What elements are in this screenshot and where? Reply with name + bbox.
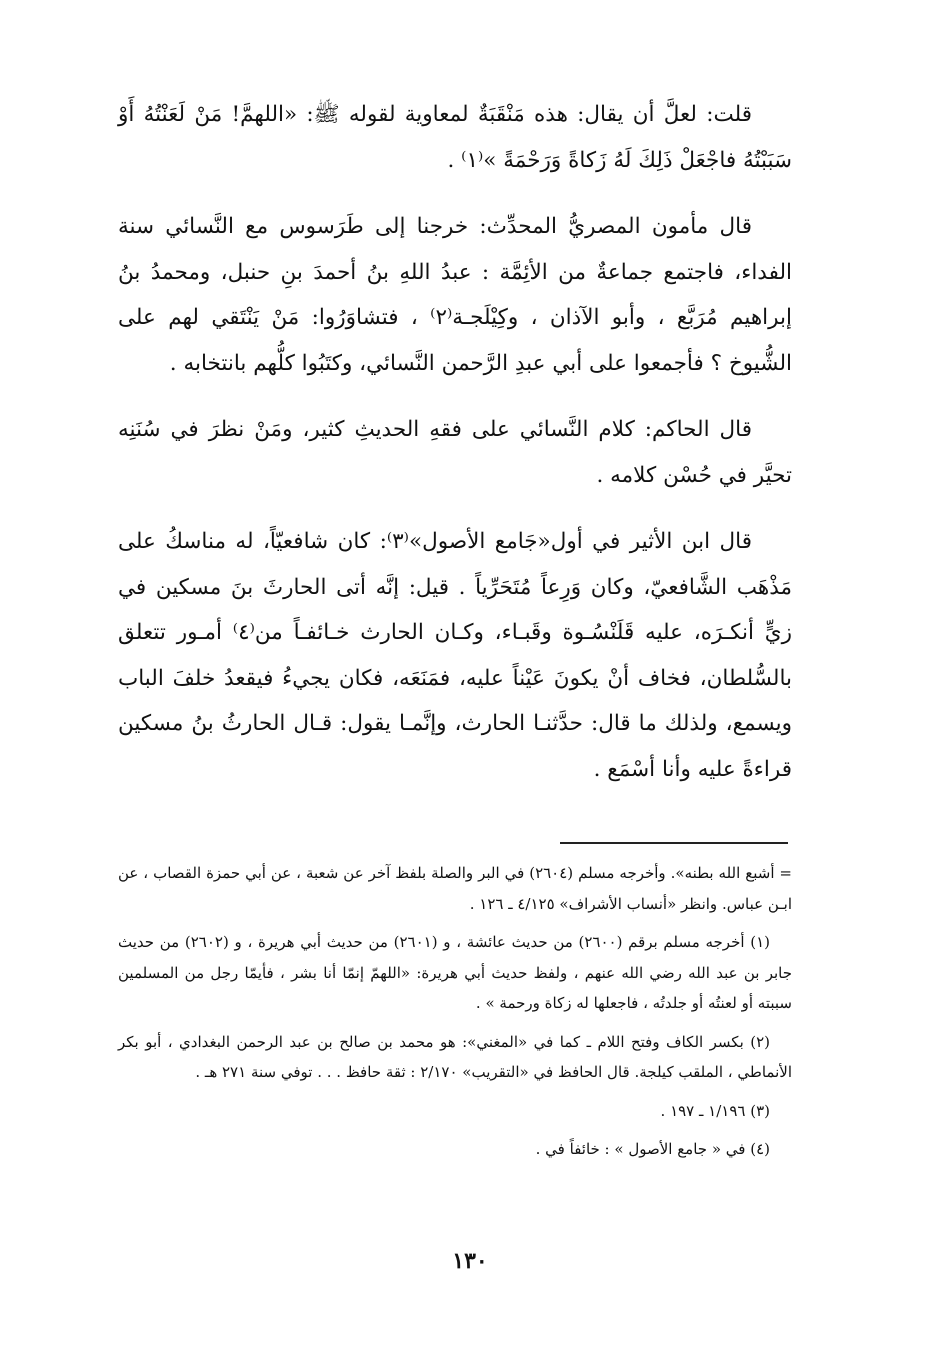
main-text-body [118, 92, 792, 792]
footnote-3: (٣) ١/١٩٦ ـ ١٩٧ . [660, 1101, 770, 1120]
paragraph-mamun: قال مأمون المصريُّ المحدِّث: خرجنا إلى طَرَسوس مع النَّسائي سنة الفداء، فاجتمع جماعةٌ من الأئِمَّة : عبدُ اللهِ بنُ أحمدَ بنِ حنبل، ومحمدُ بنُ إبراهيم مُرَبَّع ، وأبو الآذان ، وكِيْلَجـة⁽٢⁾ ، فتشاوَرُوا: مَنْ يَنْتَقي لهم على الشُّيوخ ؟ فأجمعوا على أبي عبدِ الرَّحمن النَّسائي، وكتَبُوا كلُّهم بانتخابه . [118, 214, 792, 376]
footnote-continuation: = أشبع الله بطنه». وأخرجه مسلم (٢٦٠٤) في البر والصلة بلفظ آخر عن شعبة ، عن أبي حمزة القصاب ، عن ابـن عباس. وانظر «أنساب الأشراف» ٤/١٢٥ ـ ١٢٦ . [118, 864, 792, 913]
footnote-2: (٢) بكسر الكاف وفتح اللام ـ كما في «المغني»: هو محمد بن صالح بن عبد الرحمن البغدادي ، أبو بكر الأنماطي ، الملقب كيلجة. قال الحافظ في «التقريب» ٢/١٧٠ : ثقة حافظ . . . توفي سنة ٢٧١ هـ . [118, 1032, 792, 1081]
paragraph-hakim: قال الحاكم: كلام النَّسائي على فقهِ الحديثِ كثير، ومَنْ نظرَ في سُنَنِه تحيَّر في حُسْن كلامه . [118, 417, 792, 488]
footnote-1: (١) أخرجه مسلم برقم (٢٦٠٠) من حديث عائشة ، و (٢٦٠١) من حديث أبي هريرة ، و (٢٦٠٢) من حديث جابر بن عبد الله رضي الله عنهم ، ولفظ حديث أبي هريرة: «اللهمّ إنمّا أنا بشر ، فأيمّا رجل من المسلمين سببته أو لعنتُه أو جلدتُه ، فاجعلها له زكاة ورحمة » . [118, 933, 792, 1012]
paragraph-qult: قلت: لعلَّ أن يقال: هذه مَنْقَبَةٌ لمعاوية لقوله ﷺ: «اللهمَّ! مَنْ لَعَنْتُهُ أَوْ سَبَبْتُهُ فاجْعَلْ ذَلِكَ لَهُ زَكاةً وَرَحْمَةً »⁽١⁾ . [118, 102, 792, 173]
footnote-4: (٤) في « جامع الأصول » : خائفاً في . [535, 1140, 770, 1158]
paragraph-ibn-athir: قال ابن الأثير في أول«جَامع الأصول»⁽٣⁾: كان شافعيّاً، له مناسكُ على مَذْهَب الشَّافعيّ، وكان وَرِعاً مُتَحَرِّياً . قيل: إنَّه أتى الحارثَ بنَ مسكين في زيٍّ أنكـرَه، عليه قَلَنْسُـوة وقَبـاء، وكـان الحارث خـائفـاً من⁽٤⁾ أمـور تتعلق بالسُّلطان، فخاف أنْ يكونَ عَيْناً عليه، فمَنَعَه، فكان يجيءُ فيقعدُ خلفَ الباب ويسمع، ولذلك ما قال: حدَّثنـا الحارث، وإنَّمـا يقول: قـال الحارثُ بنُ مسكين قراءةً عليه وأنا أسْمَع . [118, 529, 793, 782]
page-number: ١٣٠ [452, 1248, 488, 1274]
footnotes-section [118, 858, 792, 1173]
footnote-separator [560, 842, 788, 844]
